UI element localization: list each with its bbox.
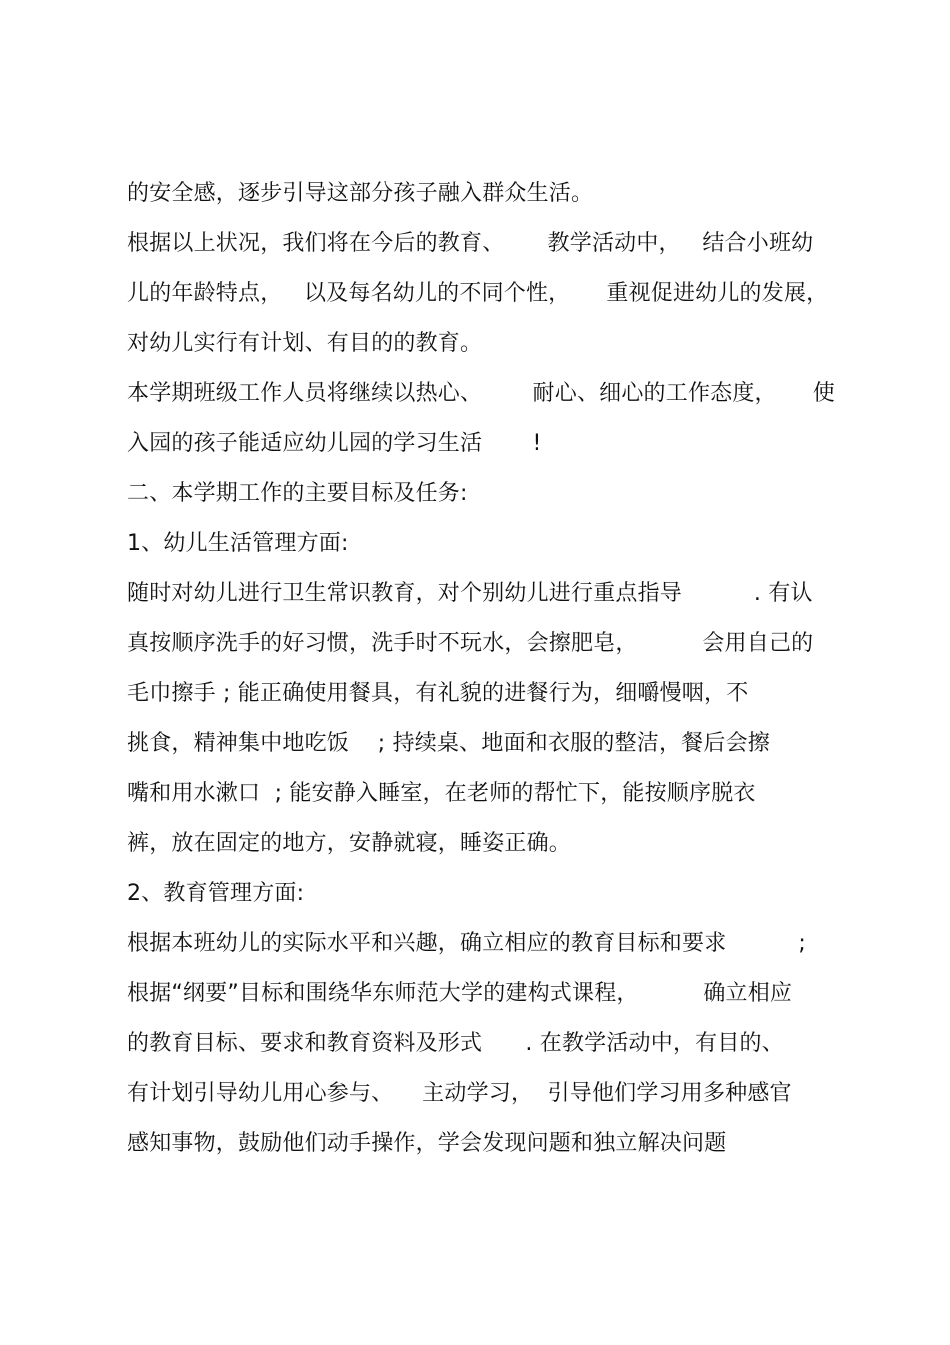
text-line: 感知事物，鼓励他们动手操作，学会发现问题和独立解决问题 [127,1131,727,1156]
text-line: 儿的年龄特点， 以及每名幼儿的不同个性， 重视促进幼儿的发展， [127,281,829,306]
text-line: 本学期班级工作人员将继续以热心、 耐心、细心的工作态度， 使 [127,381,835,406]
section-heading: 二、本学期工作的主要目标及任务: [127,481,468,506]
text-line: 根据“纲要”目标和围绕华东师范大学的建构式课程， 确立相应 [127,981,793,1006]
text-line: 随时对幼儿进行卫生常识教育，对个别幼儿进行重点指导 . 有认 [127,581,813,606]
subsection-heading: 2、教育管理方面: [127,881,305,906]
text-line: 的教育目标、要求和教育资料及形式 . 在教学活动中，有目的、 [127,1031,784,1056]
text-line: 裤，放在固定的地方，安静就寝，睡姿正确。 [127,831,572,856]
text-line: 嘴和用水漱口 ; 能安静入睡室，在老师的帮忙下，能按顺序脱衣 [127,781,756,806]
text-line: 真按顺序洗手的好习惯，洗手时不玩水，会擦肥皂， 会用自己的 [127,631,814,656]
text-line: 对幼儿实行有计划、有目的的教育。 [127,331,483,356]
text-line: 的安全感，逐步引导这部分孩子融入群众生活。 [127,181,594,206]
text-line: 有计划引导幼儿用心参与、 主动学习， 引导他们学习用多种感官 [127,1081,792,1106]
text-line: 挑食，精神集中地吃饭 ; 持续桌、地面和衣服的整洁，餐后会擦 [127,731,770,756]
text-line: 毛巾擦手 ; 能正确使用餐具，有礼貌的进餐行为，细嚼慢咽，不 [127,681,749,706]
text-line: 根据以上状况，我们将在今后的教育、 教学活动中， 结合小班幼 [127,231,814,256]
text-line: 根据本班幼儿的实际水平和兴趣，确立相应的教育目标和要求 ; [127,931,806,956]
text-line: 入园的孩子能适应幼儿园的学习生活 ! [127,431,542,456]
document-body [127,169,847,1169]
subsection-heading: 1、幼儿生活管理方面: [127,531,349,556]
